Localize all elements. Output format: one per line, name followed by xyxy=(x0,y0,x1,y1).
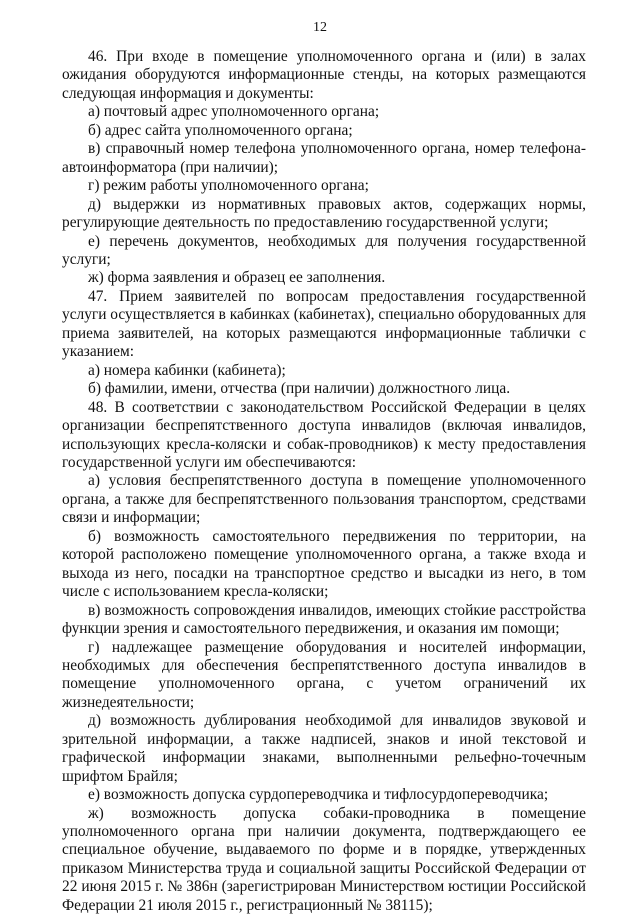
list-item-46zh: ж) форма заявления и образец ее заполнения. xyxy=(88,269,386,287)
list-item-46b: б) адрес сайта уполномоченного органа; xyxy=(88,121,353,139)
list-item-48a: а) условия беспрепятственного доступа в помещение уполномоченного органа, а также для беспрепятственного пользования транспортом, средствами связи и информации; xyxy=(62,472,586,527)
list-item-48g: г) надлежащее размещение оборудования и носителей информации, необходимых для обеспечения беспрепятственного доступа инвалидов в помещение уполномоченного органа, с учетом ограничений их жизнедеятельности; xyxy=(62,638,586,711)
list-item-47a: а) номера кабинки (кабинета); xyxy=(88,361,286,379)
paragraph-46: 46. При входе в помещение уполномоченного органа и (или) в залах ожидания оборудуются информационные стенды, на которых размещаются следующая информация и документы: xyxy=(62,48,586,102)
list-item-46e: е) перечень документов, необходимых для получения государственной услуги; xyxy=(62,232,586,268)
list-item-46v: в) справочный номер телефона уполномоченного органа, номер телефона-автоинформатора (при наличии); xyxy=(62,140,586,176)
list-item-47b: б) фамилии, имени, отчества (при наличии) должностного лица. xyxy=(88,380,511,398)
page-number: 12 xyxy=(313,20,327,35)
list-item-46d: д) выдержки из нормативных правовых актов, содержащих нормы, регулирующие деятельность по предоставлению государственной услуги; xyxy=(62,195,586,232)
list-item-48zh: ж) возможность допуска собаки-проводника в помещение уполномоченного органа при наличии документа, подтверждающего ее специальное обучение, выдаваемого по форме и в порядке, утвержденных приказом Министерства труда и социальной защиты Российской Федерации от 22 июня 2015 г. № 386н (зарегистрирован Министерством юстиции Российской Федерации 21 июля 2015 г., регистрационный № 38115); xyxy=(62,804,586,914)
list-item-46a: а) почтовый адрес уполномоченного органа; xyxy=(88,103,380,121)
list-item-48v: в) возможность сопровождения инвалидов, имеющих стойкие расстройства функции зрения и самостоятельного передвижения, и оказания им помощи; xyxy=(62,601,586,638)
list-item-48d: д) возможность дублирования необходимой для инвалидов звуковой и зрительной информации, а также надписей, знаков и иной текстовой и графической информации знаками, выполненными рельефно-точечным шрифтом Брайля; xyxy=(62,712,586,785)
paragraph-47: 47. Прием заявителей по вопросам предоставления государственной услуги осуществляется в кабинках (кабинетах), специально оборудованных для приема заявителей, на которых размещаются информационные таблички с указанием: xyxy=(62,287,586,361)
list-item-48b: б) возможность самостоятельного передвижения по территории, на которой расположено помещение уполномоченного органа, а также входа и выхода из него, посадки на транспортное средство и высадки из него, в том числе с использованием кресла-коляски; xyxy=(62,527,586,601)
list-item-46g: г) режим работы уполномоченного органа; xyxy=(88,177,369,195)
document-body xyxy=(62,48,586,915)
paragraph-48: 48. В соответствии с законодательством Российской Федерации в целях организации беспрепятственного доступа инвалидов (включая инвалидов, использующих кресла-коляски и собак-проводников) к месту предоставления государственной услуги им обеспечиваются: xyxy=(62,398,586,471)
list-item-48e: е) возможность допуска сурдопереводчика и тифлосурдопереводчика; xyxy=(88,786,549,804)
